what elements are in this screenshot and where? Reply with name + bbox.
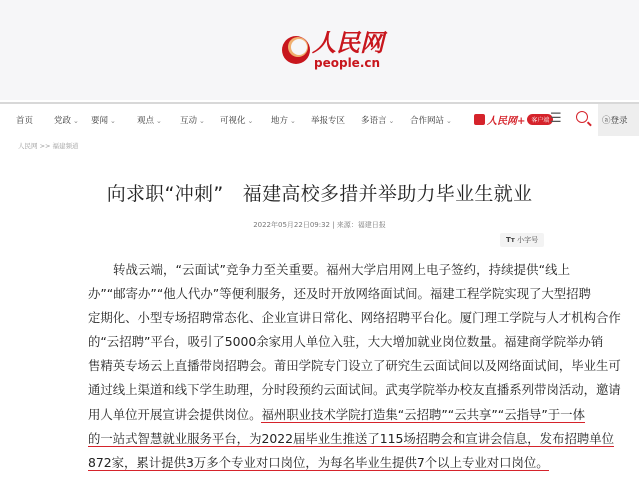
login-label: 登录 — [610, 116, 628, 126]
chevron-down-icon: ⌄ — [247, 117, 254, 125]
logo-emblem-icon — [280, 32, 312, 68]
nav-item[interactable] — [410, 114, 452, 126]
brand-label: 人民网+ — [487, 116, 526, 127]
nav-item-label: 互动 — [180, 116, 198, 126]
chevron-down-icon: ⌄ — [73, 117, 79, 125]
chevron-down-icon: ⌄ — [290, 117, 296, 125]
nav-item-label: 观点 — [137, 116, 155, 126]
nav-item-label: 可视化 — [220, 116, 246, 126]
paragraph-line — [88, 429, 615, 453]
nav-item-label: 多语言 — [361, 116, 387, 126]
text-size-icon: Tт — [506, 236, 515, 244]
nav-item[interactable] — [137, 114, 162, 126]
nav-item[interactable] — [271, 114, 296, 126]
people-cn-logo[interactable] — [280, 30, 384, 70]
font-size-label: 小字号 — [517, 236, 539, 244]
paragraph-line — [88, 260, 570, 284]
paragraph-line — [88, 308, 621, 332]
breadcrumb[interactable]: 人民网 >> 福建频道 — [18, 142, 79, 150]
text-segment: 用人单位开展宣讲会提供岗位。 — [88, 406, 262, 422]
login-button[interactable] — [598, 104, 639, 136]
nav-item[interactable] — [361, 114, 394, 126]
paragraph-line — [88, 405, 585, 429]
nav-item-label: 合作网站 — [410, 116, 445, 126]
text-segment: 的“云招聘”平台，吸引了5000余家用人单位入驻，大大增加就业岗位数量。福建商学院举办销 — [88, 334, 604, 350]
text-segment: 通过线上渠道和线下学生助理，分时段预约云面试间。武夷学院举办校友直播系列带岗活动，邀请 — [88, 382, 621, 398]
font-size-button[interactable] — [500, 233, 544, 247]
nav-item[interactable] — [220, 114, 253, 126]
menu-icon[interactable]: ☰ — [550, 111, 562, 126]
nav-item[interactable] — [16, 114, 33, 126]
main-nav — [0, 102, 639, 134]
search-icon[interactable] — [576, 111, 588, 123]
chevron-down-icon: ⌄ — [446, 117, 452, 125]
nav-item[interactable] — [311, 114, 345, 126]
text-segment: 售精英专场云上直播带岗招聘会。莆田学院专门设立了研究生云面试间以及网络面试间，毕业生可 — [88, 358, 621, 374]
article-meta: 2022年05月22日09:32 | 来源：福建日报 — [253, 221, 386, 229]
nav-item-label: 党政 — [54, 116, 72, 126]
paragraph-line — [88, 453, 570, 477]
highlighted-text: 福州职业技术学院打造集“云招聘”“云共享”“云指导”于一体 — [261, 406, 585, 422]
user-icon: ⓐ — [602, 116, 611, 126]
nav-item[interactable] — [91, 114, 116, 126]
nav-item-label: 举报专区 — [311, 116, 346, 126]
people-plus-app-link[interactable] — [474, 112, 553, 127]
chevron-down-icon: ⌄ — [199, 117, 205, 125]
highlighted-text: 872家，累计提供3万多个专业对口岗位，为每名毕业生提供7个以上专业对口岗位。 — [88, 454, 549, 470]
nav-item-label: 地方 — [271, 116, 289, 126]
nav-item-label: 首页 — [16, 116, 34, 126]
text-segment: 办”“邮寄办”“他人代办”等便利服务，还及时开放网络面试间。福建工程学院实现了大型招聘 — [88, 286, 591, 302]
nav-item-label: 要闻 — [91, 116, 109, 126]
chevron-down-icon: ⌄ — [156, 117, 162, 125]
highlighted-text: 的一站式智慧就业服务平台，为2022届毕业生推送了115场招聘会和宣讲会信息，发布招聘单位 — [88, 430, 615, 446]
logo-text-en: people.cn — [314, 56, 381, 70]
text-segment: 定期化、小型专场招聘常态化、企业宣讲日常化、网络招聘平台化。厦门理工学院与人才机构合作 — [88, 310, 621, 326]
nav-item[interactable] — [180, 114, 205, 126]
paragraph-line — [88, 356, 621, 380]
logo-text-cn: 人民网 — [312, 28, 384, 57]
paragraph-line — [88, 380, 621, 404]
chevron-down-icon: ⌄ — [388, 117, 395, 125]
chevron-down-icon: ⌄ — [110, 117, 116, 125]
article-title: 向求职“冲刺” 福建高校多措并举助力毕业生就业 — [106, 183, 533, 205]
header-logo-area — [0, 0, 639, 100]
nav-item[interactable] — [54, 114, 79, 126]
paragraph-line — [88, 332, 604, 356]
article-body — [88, 260, 621, 477]
app-icon — [474, 114, 485, 125]
paragraph-line — [88, 284, 591, 308]
client-badge: 客户端 — [527, 114, 553, 125]
text-segment: 转战云端，“云面试”竞争力至关重要。福州大学启用网上电子签约，持续提供“线上 — [113, 262, 570, 277]
